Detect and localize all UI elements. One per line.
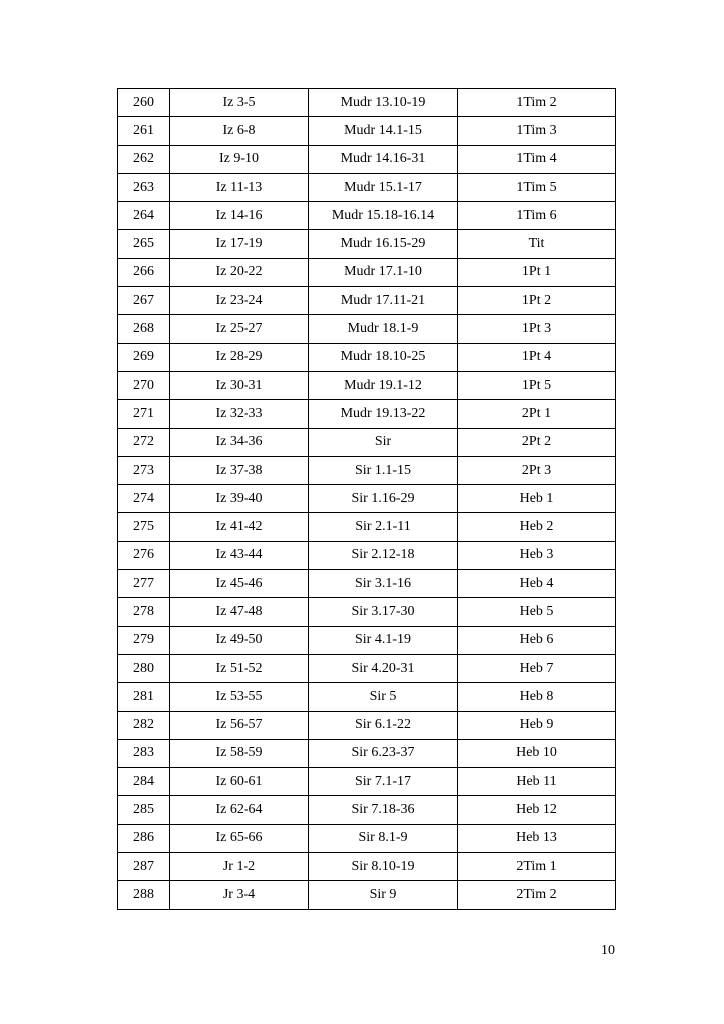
table-cell: Iz 25-27 [170,315,309,343]
table-cell: Sir 7.18-36 [309,796,458,824]
table-cell: 286 [118,824,170,852]
table-cell: Heb 10 [458,739,616,767]
table-cell: 1Tim 2 [458,89,616,117]
table-cell: Iz 6-8 [170,117,309,145]
table-cell: Iz 11-13 [170,173,309,201]
table-cell: Heb 5 [458,598,616,626]
table-cell: Heb 9 [458,711,616,739]
table-cell: 1Pt 3 [458,315,616,343]
table-cell: Iz 28-29 [170,343,309,371]
table-cell: Iz 23-24 [170,287,309,315]
table-cell: 2Pt 3 [458,456,616,484]
table-cell: Heb 13 [458,824,616,852]
table-row [118,768,616,796]
table-cell: Sir 4.1-19 [309,626,458,654]
table-row [118,485,616,513]
table-cell: 285 [118,796,170,824]
table-row [118,513,616,541]
table-row [118,287,616,315]
table-cell: Iz 43-44 [170,541,309,569]
table-cell: Mudr 18.10-25 [309,343,458,371]
table-cell: Iz 60-61 [170,768,309,796]
table-cell: Sir 1.1-15 [309,456,458,484]
table-cell: 264 [118,202,170,230]
table-cell: 278 [118,598,170,626]
table-cell: 263 [118,173,170,201]
table-cell: Iz 20-22 [170,258,309,286]
table-cell: Mudr 19.13-22 [309,400,458,428]
table-cell: Sir 6.23-37 [309,739,458,767]
table-row [118,89,616,117]
table-cell: Heb 8 [458,683,616,711]
table-cell: Iz 62-64 [170,796,309,824]
table-cell: 265 [118,230,170,258]
table-cell: 269 [118,343,170,371]
table-cell: Iz 37-38 [170,456,309,484]
table-cell: Jr 3-4 [170,881,309,909]
table-cell: 2Pt 1 [458,400,616,428]
table-cell: 276 [118,541,170,569]
table-row [118,343,616,371]
table-cell: 1Tim 5 [458,173,616,201]
table-cell: Heb 4 [458,570,616,598]
page-number: 10 [601,943,615,958]
table-cell: Mudr 15.1-17 [309,173,458,201]
table-cell: Iz 14-16 [170,202,309,230]
table-cell: Iz 34-36 [170,428,309,456]
table-cell: Jr 1-2 [170,853,309,881]
table-cell: 283 [118,739,170,767]
table-row [118,853,616,881]
table-cell: Sir 9 [309,881,458,909]
table-cell: Sir 8.10-19 [309,853,458,881]
table-cell: 267 [118,287,170,315]
table-cell: Mudr 15.18-16.14 [309,202,458,230]
table-row [118,824,616,852]
table-cell: Heb 12 [458,796,616,824]
table-cell: Sir 8.1-9 [309,824,458,852]
table-cell: Mudr 14.1-15 [309,117,458,145]
table-cell: Sir [309,428,458,456]
table-row [118,881,616,909]
table-cell: 1Tim 3 [458,117,616,145]
table-cell: 2Pt 2 [458,428,616,456]
table-cell: 1Tim 6 [458,202,616,230]
table-cell: Sir 7.1-17 [309,768,458,796]
table-cell: Sir 4.20-31 [309,654,458,682]
table-cell: Iz 3-5 [170,89,309,117]
table-cell: Mudr 16.15-29 [309,230,458,258]
table-cell: Sir 5 [309,683,458,711]
table-cell: Iz 30-31 [170,371,309,399]
table-cell: 284 [118,768,170,796]
table-cell: 262 [118,145,170,173]
table-cell: 1Pt 5 [458,371,616,399]
table-row [118,145,616,173]
table-cell: Mudr 19.1-12 [309,371,458,399]
table-row [118,428,616,456]
table-row [118,117,616,145]
table-row [118,796,616,824]
table-row [118,258,616,286]
table-row [118,683,616,711]
table-cell: Iz 65-66 [170,824,309,852]
table-cell: 1Pt 2 [458,287,616,315]
table-cell: Heb 1 [458,485,616,513]
table-cell: Sir 2.12-18 [309,541,458,569]
table-cell: Iz 58-59 [170,739,309,767]
table-cell: Iz 53-55 [170,683,309,711]
table-cell: Mudr 13.10-19 [309,89,458,117]
table-row [118,456,616,484]
table-cell: Tit [458,230,616,258]
table-row [118,315,616,343]
table-cell: 1Tim 4 [458,145,616,173]
table-cell: 1Pt 1 [458,258,616,286]
table-cell: 268 [118,315,170,343]
table-cell: 2Tim 1 [458,853,616,881]
table-cell: 273 [118,456,170,484]
table-cell: Sir 6.1-22 [309,711,458,739]
table-cell: 274 [118,485,170,513]
table-cell: 270 [118,371,170,399]
table-cell: 2Tim 2 [458,881,616,909]
table-cell: Heb 2 [458,513,616,541]
table-cell: Iz 56-57 [170,711,309,739]
table-cell: Iz 39-40 [170,485,309,513]
table-cell: 288 [118,881,170,909]
table-cell: Iz 45-46 [170,570,309,598]
table-row [118,654,616,682]
table-cell: 281 [118,683,170,711]
table-cell: 280 [118,654,170,682]
table-cell: Mudr 18.1-9 [309,315,458,343]
table-cell: 272 [118,428,170,456]
table-cell: 271 [118,400,170,428]
table-cell: Iz 9-10 [170,145,309,173]
table-row [118,230,616,258]
table-row [118,173,616,201]
table-cell: 277 [118,570,170,598]
table-row [118,570,616,598]
table-cell: Iz 17-19 [170,230,309,258]
table-row [118,598,616,626]
table-cell: Mudr 17.11-21 [309,287,458,315]
table-cell: 266 [118,258,170,286]
table-cell: Heb 3 [458,541,616,569]
table-row [118,541,616,569]
table-cell: Heb 11 [458,768,616,796]
table-cell: 261 [118,117,170,145]
reading-plan-table [117,88,616,910]
table-cell: Mudr 14.16-31 [309,145,458,173]
table-cell: 279 [118,626,170,654]
table-cell: Sir 3.17-30 [309,598,458,626]
table-cell: 287 [118,853,170,881]
table-cell: 282 [118,711,170,739]
table-cell: Sir 2.1-11 [309,513,458,541]
table-cell: Mudr 17.1-10 [309,258,458,286]
table-cell: 260 [118,89,170,117]
table-cell: Sir 3.1-16 [309,570,458,598]
table-cell: Iz 47-48 [170,598,309,626]
table-cell: Heb 7 [458,654,616,682]
table-cell: Iz 49-50 [170,626,309,654]
table-row [118,739,616,767]
table-body [118,89,616,910]
table-cell: Iz 32-33 [170,400,309,428]
table-cell: Heb 6 [458,626,616,654]
table-cell: Sir 1.16-29 [309,485,458,513]
table-cell: Iz 51-52 [170,654,309,682]
table-row [118,371,616,399]
table-row [118,400,616,428]
table-cell: 275 [118,513,170,541]
table-row [118,202,616,230]
table-row [118,626,616,654]
table-cell: 1Pt 4 [458,343,616,371]
table-cell: Iz 41-42 [170,513,309,541]
table-row [118,711,616,739]
